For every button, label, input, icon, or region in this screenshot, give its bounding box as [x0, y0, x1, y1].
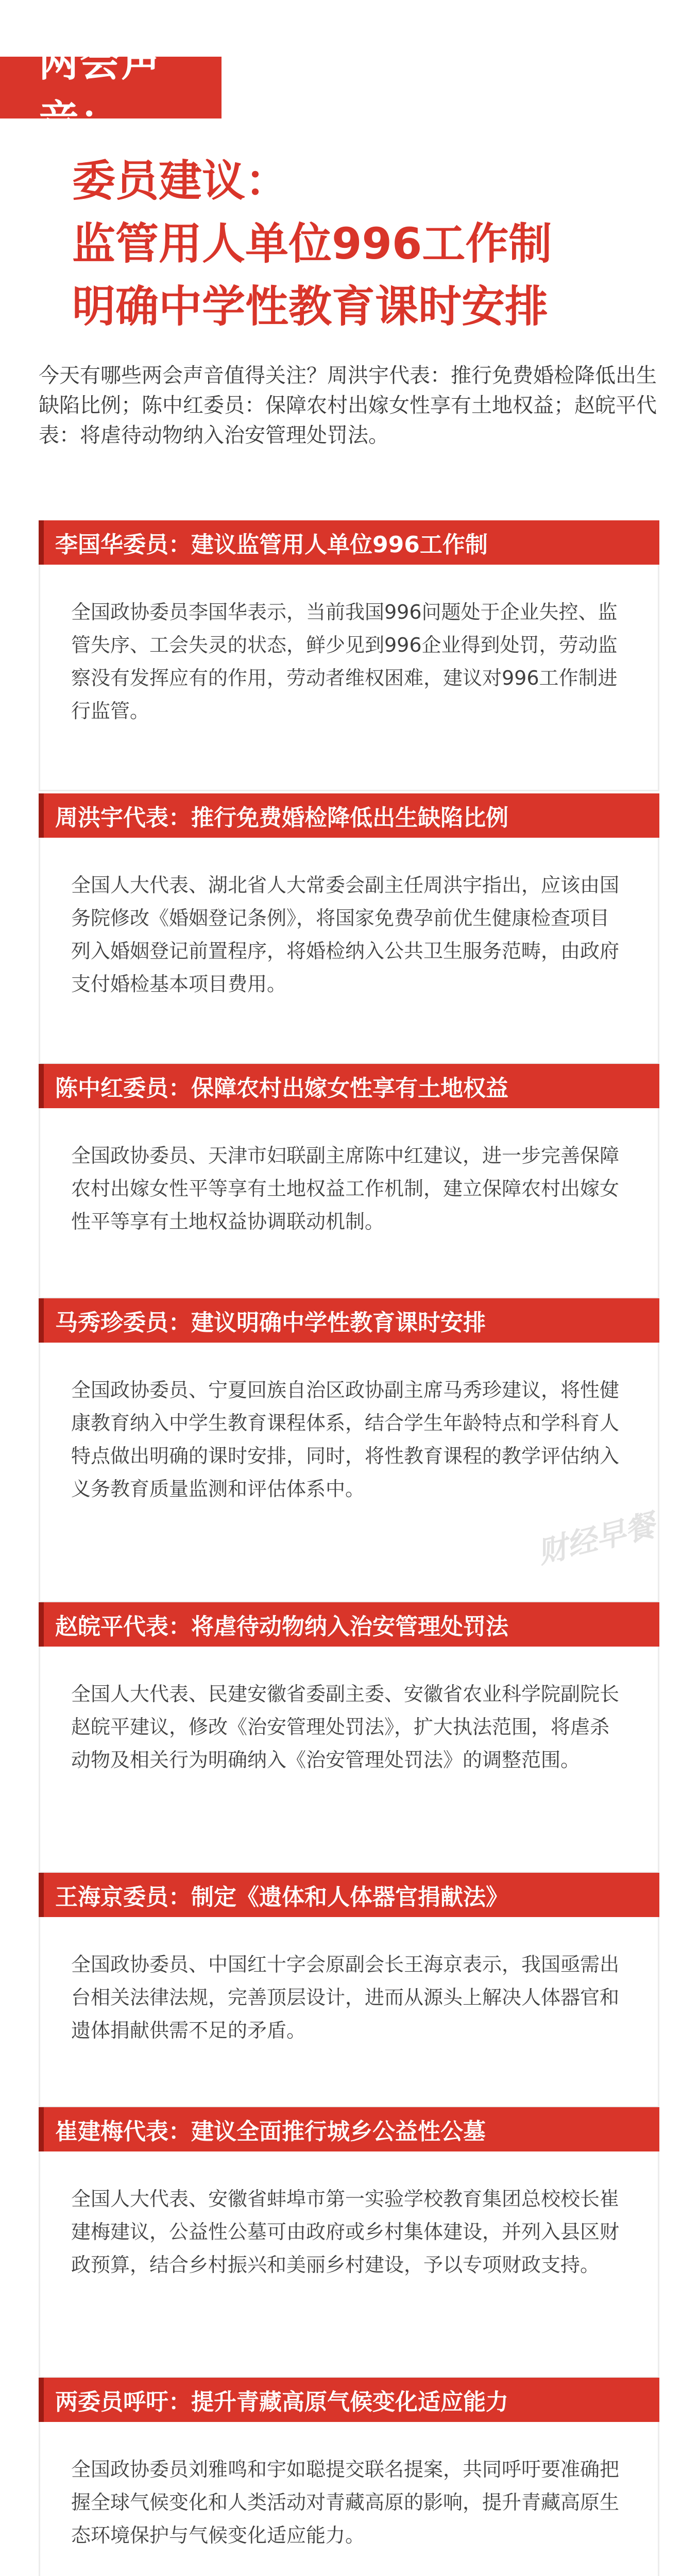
section-body: 全国人大代表、湖北省人大常委会副主任周洪宇指出，应该由国务院修改《婚姻登记条例》，将国家免费孕前优生健康检查项目列入婚姻登记前置程序，将婚检纳入公共卫生服务范畴，由政府支付婚检基本项目费用。: [39, 838, 659, 1064]
section-header: [39, 1064, 659, 1108]
section-header: [39, 2378, 659, 2422]
section-title: 周洪宇代表：推行免费婚检降低出生缺陷比例: [55, 805, 508, 831]
section-header: [39, 1298, 659, 1343]
section-header: [39, 2107, 659, 2151]
section-two-members: [39, 2378, 659, 2576]
headline: [72, 149, 665, 338]
section-title: 陈中红委员：保障农村出嫁女性享有土地权益: [55, 1075, 508, 1101]
headline-line-2: 监管用人单位996工作制: [72, 218, 552, 269]
section-header: [39, 793, 659, 838]
section-body: 全国政协委员刘雅鸣和宇如聪提交联名提案，共同呼吁要准确把握全球气候变化和人类活动对青藏高原的影响，提升青藏高原生态环境保护与气候变化适应能力。: [39, 2422, 659, 2576]
section-cui-jianmei: [39, 2107, 659, 2378]
intro-paragraph: 今天有哪些两会声音值得关注？周洪宇代表：推行免费婚检降低出生缺陷比例；陈中红委员：保障农村出嫁女性享有土地权益；赵皖平代表：将虐待动物纳入治安管理处罚法。: [39, 364, 657, 447]
section-title: 李国华委员：建议监管用人单位996工作制: [55, 532, 488, 558]
section-li-guohua: [39, 520, 659, 791]
section-zhao-wanping: [39, 1602, 659, 1873]
section-wang-haijing: [39, 1873, 659, 2108]
section-header: [39, 520, 659, 565]
section-body: 全国政协委员、天津市妇联副主席陈中红建议，进一步完善保障农村出嫁女性平等享有土地权益工作机制，建立保障农村出嫁女性平等享有土地权益协调联动机制。: [39, 1108, 659, 1299]
section-title: 两委员呼吁：提升青藏高原气候变化适应能力: [55, 2389, 508, 2415]
section-chen-zhonghong: [39, 1064, 659, 1299]
section-title: 马秀珍委员：建议明确中学性教育课时安排: [55, 1310, 486, 1336]
headline-line-3: 明确中学性教育课时安排: [72, 281, 549, 332]
section-header: [39, 1873, 659, 1917]
section-body: 全国人大代表、安徽省蚌埠市第一实验学校教育集团总校校长崔建梅建议，公益性公墓可由政府或乡村集体建设，并列入县区财政预算，结合乡村振兴和美丽乡村建设，予以专项财政支持。: [39, 2151, 659, 2378]
headline-line-1: 委员建议：: [72, 156, 289, 206]
section-body: 全国人大代表、民建安徽省委副主委、安徽省农业科学院副院长赵皖平建议，修改《治安管理处罚法》，扩大执法范围，将虐杀动物及相关行为明确纳入《治安管理处罚法》的调整范围。: [39, 1647, 659, 1873]
section-ma-xiuzhen: [39, 1298, 659, 1603]
section-body: 全国政协委员李国华表示，当前我国996问题处于企业失控、监管失序、工会失灵的状态，鲜少见到996企业得到处罚，劳动监察没有发挥应有的作用，劳动者维权困难，建议对996工作制进行监管。: [39, 565, 659, 791]
section-zhou-hongyu: [39, 793, 659, 1064]
section-title: 赵皖平代表：将虐待动物纳入治安管理处罚法: [55, 1614, 508, 1640]
watermark-logo: 财经早餐: [534, 1507, 659, 1570]
section-title: 王海京委员：制定《遗体和人体器官捐献法》: [55, 1884, 508, 1910]
section-header: [39, 1602, 659, 1647]
section-body: 全国政协委员、宁夏回族自治区政协副主席马秀珍建议，将性健康教育纳入中学生教育课程体系，结合学生年龄特点和学科育人特点做出明确的课时安排，同时，将性教育课程的教学评估纳入义务教育质量监测和评估体系中。: [39, 1343, 659, 1603]
banner-title: 两会声音：: [39, 39, 163, 143]
section-body: 全国政协委员、中国红十字会原副会长王海京表示，我国亟需出台相关法律法规，完善顶层设计，进而从源头上解决人体器官和遗体捐献供需不足的矛盾。: [39, 1917, 659, 2108]
top-banner: [0, 39, 222, 143]
section-title: 崔建梅代表：建议全面推行城乡公益性公墓: [55, 2119, 486, 2145]
